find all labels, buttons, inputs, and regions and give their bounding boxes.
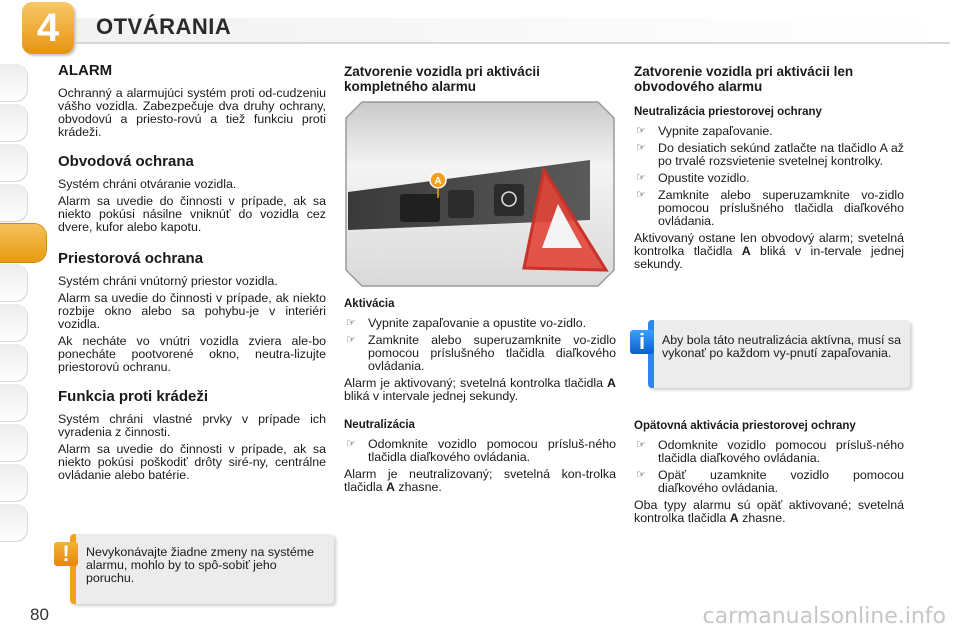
section-title-perimeter: Obvodová ochrana bbox=[58, 153, 194, 170]
hand-pointer-icon: ☞ bbox=[346, 438, 356, 450]
hand-pointer-icon: ☞ bbox=[636, 469, 646, 481]
info-text: Aby bola táto neutralizácia aktívna, musí sa vykonať po každom vy-pnutí zapaľovania. bbox=[662, 333, 901, 360]
list-item: ☞ Odomknite vozidlo pomocou prísluš-ného tlačidla diaľkového ovládania. bbox=[346, 437, 616, 464]
chapter-tab[interactable] bbox=[0, 384, 28, 422]
warning-icon: ! bbox=[54, 542, 78, 566]
reactivation-list bbox=[634, 439, 904, 495]
antitheft-text-1: Systém chráni vlastné prvky v prípade ich vyradenia z činnosti. bbox=[58, 412, 326, 439]
chapter-tab[interactable] bbox=[0, 344, 28, 382]
hand-pointer-icon: ☞ bbox=[346, 334, 356, 346]
section-title-antitheft: Funkcia proti krádeži bbox=[58, 388, 209, 405]
chapter-number: 4 bbox=[22, 2, 74, 54]
hand-pointer-icon: ☞ bbox=[636, 142, 646, 154]
neutralization-title: Neutralizácia bbox=[344, 419, 415, 431]
chapter-marker bbox=[0, 0, 82, 62]
list-item: ☞ Zamknite alebo superuzamknite vo-zidlo pomocou príslušného tlačidla diaľkového ovládania. bbox=[346, 333, 616, 373]
interior-neutral-title: Neutralizácia priestorovej ochrany bbox=[634, 106, 822, 118]
column-right-lower bbox=[634, 420, 904, 529]
activation-text: Alarm je aktivovaný; svetelná kontrolka tlačidla A bliká v intervale jednej sekundy. bbox=[344, 376, 616, 403]
list-item: ☞ Opustite vozidlo. bbox=[636, 171, 750, 185]
list-item: ☞ Do desiatich sekúnd zatlačte na tlačidlo A až po trvalé rozsvietenie svetelnej kontrolky. bbox=[636, 141, 904, 168]
chapter-tab[interactable] bbox=[0, 144, 28, 182]
page-title: OTVÁRANIA bbox=[96, 14, 232, 39]
interior-neutral-list bbox=[634, 125, 904, 228]
chapter-tab[interactable] bbox=[0, 464, 28, 502]
alarm-text: Ochranný a alarmujúci systém proti od-cudzeniu vášho vozidla. Zabezpečuje dva druhy ochrany, obvodovú a priesto-rovú a tiež funkciu proti krádeži. bbox=[58, 86, 326, 139]
info-box bbox=[648, 320, 910, 388]
section-title-perimeter-only: Zatvorenie vozidla pri aktivácii len obvodového alarmu bbox=[634, 64, 854, 94]
warning-text: Nevykonávajte žiadne zmeny na systéme alarmu, mohlo by to spô-sobiť jeho poruchu. bbox=[86, 545, 314, 585]
activation-list bbox=[344, 317, 616, 373]
list-item: ☞ Odomknite vozidlo pomocou prísluš-ného tlačidla diaľkového ovládania. bbox=[636, 438, 904, 465]
list-item: ☞ Vypnite zapaľovanie. bbox=[636, 124, 773, 138]
interior-neutral-text: Aktivovaný ostane len obvodový alarm; svetelná kontrolka tlačidla A bliká v in-tervale jednej sekundy. bbox=[634, 231, 905, 271]
interior-text-3: Ak necháte vo vnútri vozidla zviera ale-bo ponecháte pootvorené okno, neutra-lizujte priestorovú ochranu. bbox=[58, 334, 326, 374]
chapter-tab[interactable] bbox=[0, 504, 28, 542]
neutralization-text: Alarm je neutralizovaný; svetelná kon-trolka tlačidla A zhasne. bbox=[344, 467, 616, 494]
dashboard-svg bbox=[344, 100, 616, 288]
callout-label-a: A bbox=[434, 176, 442, 187]
hand-pointer-icon: ☞ bbox=[346, 317, 356, 329]
watermark-url: carmanualsonline.info bbox=[702, 604, 946, 629]
interior-text-2: Alarm sa uvedie do činnosti v prípade, ak niekto rozbije okno alebo sa pohybu-je v interiéri vozidla. bbox=[58, 291, 326, 331]
interior-text-1: Systém chráni vnútorný priestor vozidla. bbox=[58, 274, 278, 288]
list-item: ☞ Vypnite zapaľovanie a opustite vo-zidlo. bbox=[346, 316, 587, 330]
hand-pointer-icon: ☞ bbox=[636, 439, 646, 451]
chapter-tabs bbox=[0, 64, 30, 544]
hand-pointer-icon: ☞ bbox=[636, 189, 646, 201]
chapter-tab[interactable] bbox=[0, 304, 28, 342]
activation-title: Aktivácia bbox=[344, 298, 395, 310]
column-middle-lower bbox=[344, 298, 616, 498]
reactivation-title: Opätovná aktivácia priestorovej ochrany bbox=[634, 420, 856, 432]
antitheft-text-2: Alarm sa uvedie do činnosti v prípade, ak sa niekto pokúsi poškodiť drôty siré-ny, centrálne ovládanie alebo batérie. bbox=[58, 442, 326, 482]
hand-pointer-icon: ☞ bbox=[636, 172, 646, 184]
list-item: ☞ Opäť uzamknite vozidlo pomocou diaľkového ovládania. bbox=[636, 468, 904, 495]
column-middle bbox=[344, 64, 616, 94]
perimeter-text-2: Alarm sa uvedie do činnosti v prípade, ak sa niekto pokúsi násilne vniknúť do vozidla cez dvere, kufor alebo kapotu. bbox=[58, 194, 326, 234]
section-title-alarm: ALARM bbox=[58, 62, 113, 79]
perimeter-text-1: Systém chráni otváranie vozidla. bbox=[58, 177, 237, 191]
column-right bbox=[634, 64, 904, 275]
chapter-tab[interactable] bbox=[0, 104, 28, 142]
chapter-tab[interactable] bbox=[0, 64, 28, 102]
chapter-tab-active[interactable] bbox=[0, 224, 46, 262]
section-title-full-alarm: Zatvorenie vozidla pri aktivácii kompletného alarmu bbox=[344, 64, 540, 94]
page-number: 80 bbox=[30, 605, 49, 624]
alarm-button-illustration bbox=[344, 100, 616, 288]
warning-box bbox=[70, 534, 334, 604]
neutralization-list bbox=[344, 438, 616, 464]
column-left bbox=[58, 64, 326, 486]
hand-pointer-icon: ☞ bbox=[636, 125, 646, 137]
chapter-tab[interactable] bbox=[0, 184, 28, 222]
info-icon: i bbox=[630, 330, 654, 354]
section-title-interior: Priestorová ochrana bbox=[58, 250, 204, 267]
chapter-tab[interactable] bbox=[0, 424, 28, 462]
list-item: ☞ Zamknite alebo superuzamknite vo-zidlo pomocou príslušného tlačidla diaľkového ovládania. bbox=[636, 188, 904, 228]
chapter-tab[interactable] bbox=[0, 264, 28, 302]
reactivation-text: Oba typy alarmu sú opäť aktivované; svetelná kontrolka tlačidla A zhasne. bbox=[634, 498, 904, 525]
